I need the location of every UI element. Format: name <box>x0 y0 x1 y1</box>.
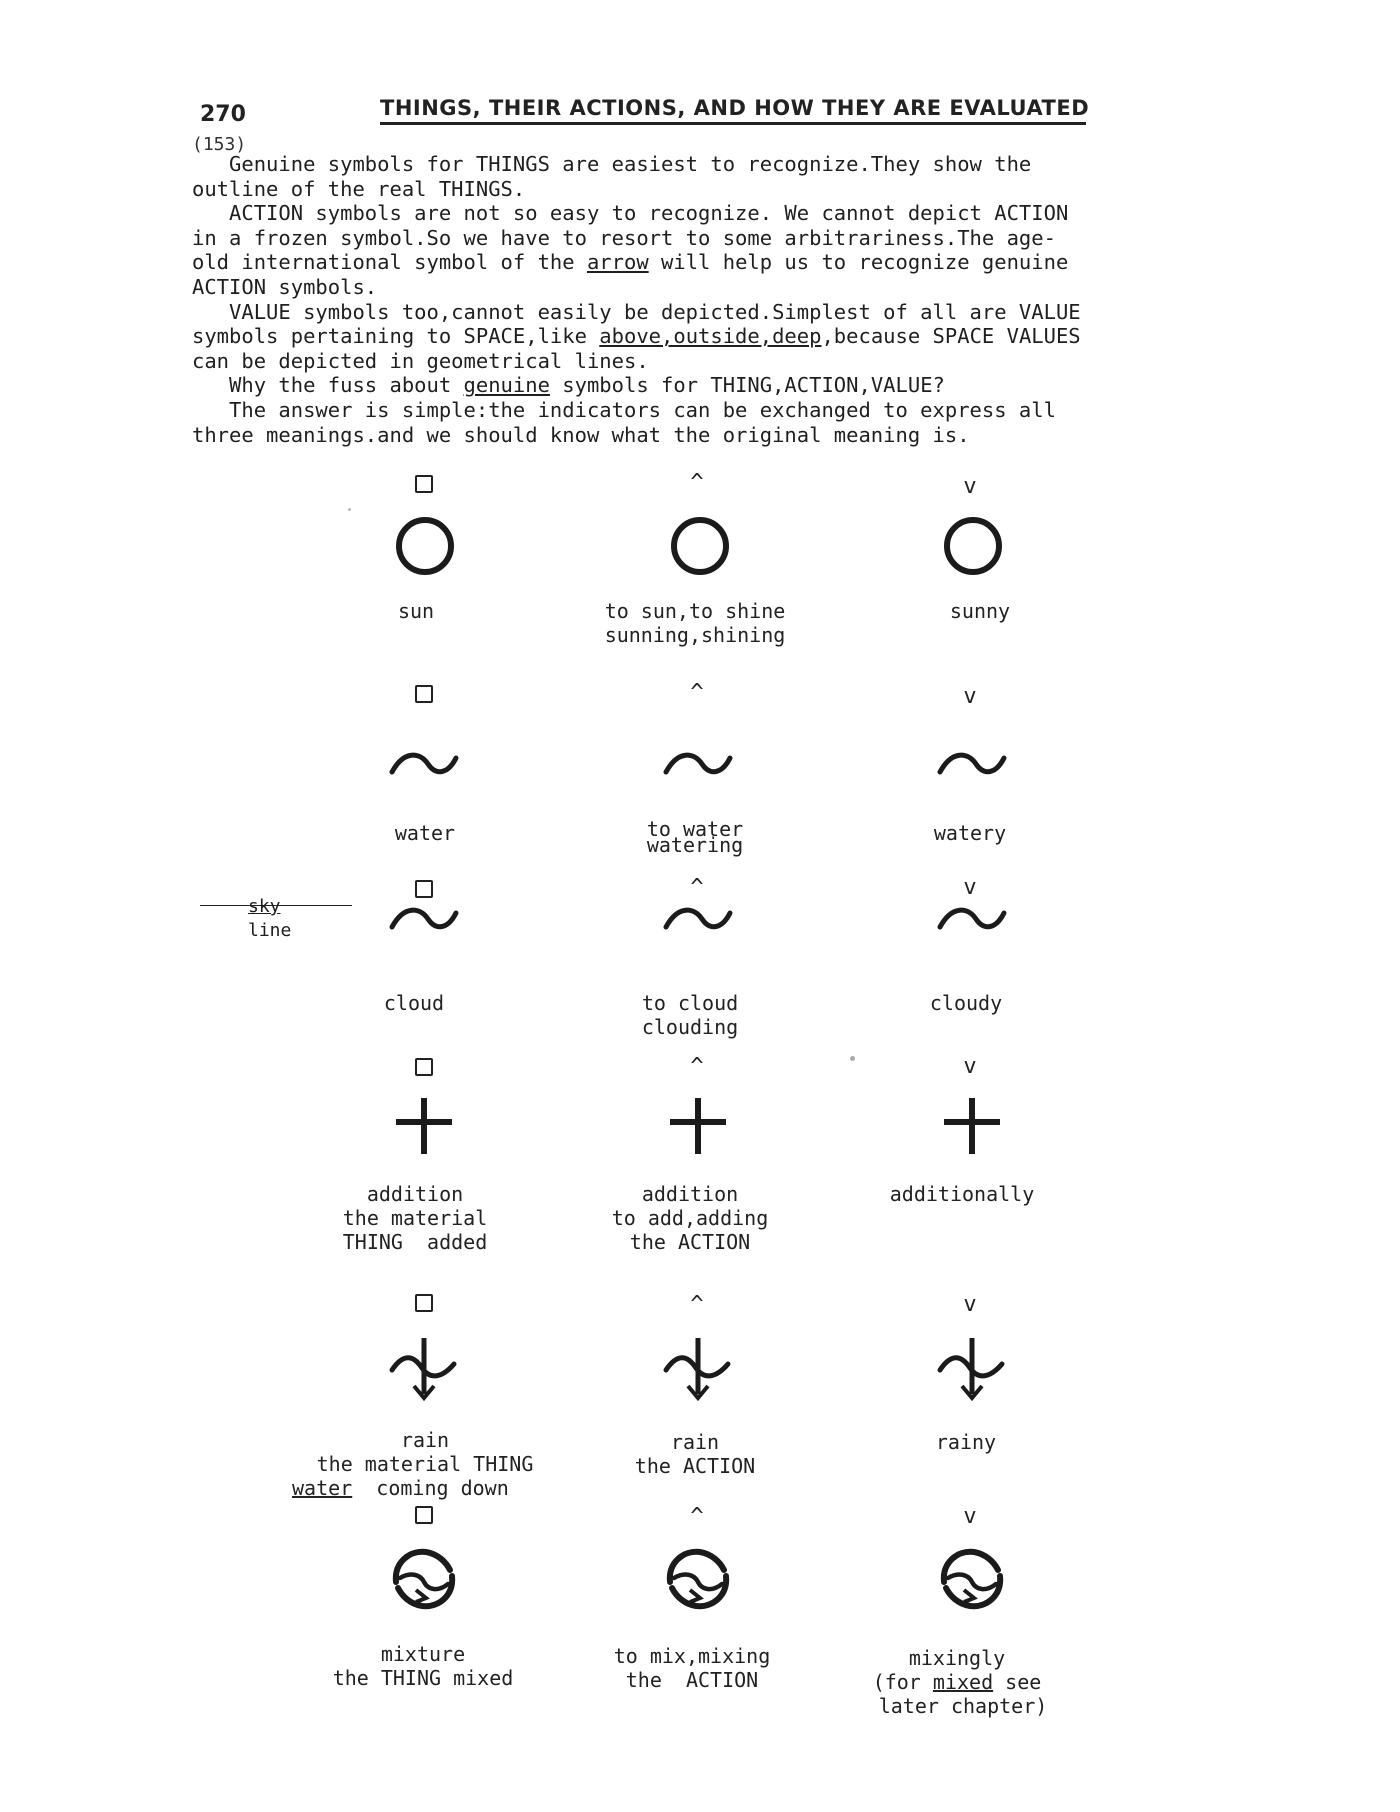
value-indicator-icon: v <box>963 474 977 499</box>
text-line: symbols for THING,ACTION,VALUE? <box>549 373 945 398</box>
plus-icon <box>392 1094 456 1158</box>
action-indicator-icon: ^ <box>690 470 704 495</box>
text-line: three meanings.and we should know what the original meaning is. <box>192 422 970 447</box>
text-line: ,because SPACE VALUES <box>821 324 1081 349</box>
text-line: Why the fuss about <box>192 373 464 398</box>
mixture-icon <box>934 1544 1010 1616</box>
thing-indicator-icon <box>415 1058 433 1076</box>
label-thing: cloud <box>383 991 445 1015</box>
label-value: rainy <box>935 1430 997 1454</box>
text-line: ACTION symbols are not so easy to recognize. We cannot depict ACTION <box>192 201 1069 226</box>
label-thing: water <box>394 821 456 845</box>
sun-icon <box>667 513 733 579</box>
rain-icon <box>660 1334 736 1404</box>
label-thing-extra <box>292 1476 509 1500</box>
thing-indicator-icon <box>415 880 433 898</box>
label-action: to mix,mixing the ACTION <box>613 1644 771 1692</box>
label-action: rain the ACTION <box>634 1430 756 1478</box>
label-value: cloudy <box>929 991 1003 1015</box>
label-value: mixingly (for mixed see later chapter) <box>872 1646 1048 1718</box>
text-line: in a frozen symbol.So we have to resort to some arbitrariness.The age- <box>192 225 1056 250</box>
body-text <box>192 152 1262 447</box>
cloud-icon <box>936 903 1008 935</box>
plus-icon <box>940 1094 1004 1158</box>
mixture-icon <box>386 1544 462 1616</box>
text-line: ACTION symbols. <box>192 274 378 299</box>
underlined-word: water <box>292 1476 353 1500</box>
sun-icon <box>392 513 458 579</box>
label-action: to sun,to shine sunning,shining <box>604 599 786 647</box>
text-line: old international symbol of the <box>192 250 587 275</box>
text-line: VALUE symbols too,cannot easily be depicted.Simplest of all are VALUE <box>192 299 1081 324</box>
running-head: THINGS, THEIR ACTIONS, AND HOW THEY ARE EVALUATED <box>380 96 1086 125</box>
text-line: The answer is simple:the indicators can be exchanged to express all <box>192 397 1056 422</box>
cloud-icon <box>388 903 460 935</box>
wave-icon <box>388 748 460 780</box>
label-action: to cloud clouding <box>641 991 739 1039</box>
text-line: outline of the real THINGS. <box>192 176 526 201</box>
label-action: addition to add,adding the ACTION <box>611 1182 769 1254</box>
action-indicator-icon: ^ <box>690 680 704 705</box>
underlined-word: genuine <box>463 373 550 398</box>
thing-indicator-icon <box>415 475 433 493</box>
page-number: 270 <box>200 102 246 127</box>
text-line: Genuine symbols for THINGS are easiest to recognize.They show the <box>192 152 1032 176</box>
label-value: additionally <box>889 1182 1035 1206</box>
value-indicator-icon: v <box>963 1292 977 1317</box>
wave-icon <box>662 748 734 780</box>
underlined-word: arrow <box>586 250 649 275</box>
value-indicator-icon: v <box>963 875 977 900</box>
label-action: to water watering <box>646 817 744 857</box>
label-thing: addition the material THING added <box>342 1182 488 1254</box>
rain-icon <box>386 1334 462 1404</box>
wave-icon <box>936 748 1008 780</box>
line-label: line <box>248 920 292 941</box>
plus-icon <box>666 1094 730 1158</box>
coming-down-text: coming down <box>352 1476 509 1500</box>
sky-label: sky <box>248 896 281 917</box>
action-indicator-icon: ^ <box>690 1292 704 1317</box>
value-indicator-icon: v <box>963 1504 977 1529</box>
label-value: sunny <box>949 599 1011 623</box>
thing-indicator-icon <box>415 1294 433 1312</box>
speck <box>850 1056 855 1061</box>
thing-indicator-icon <box>415 1506 433 1524</box>
label-thing: mixture the THING mixed <box>332 1642 514 1690</box>
text-line: will help us to recognize genuine <box>648 250 1069 275</box>
thing-indicator-icon <box>415 685 433 703</box>
label-thing: rain the material THING <box>316 1428 534 1476</box>
text-line: symbols pertaining to SPACE,like <box>192 324 600 349</box>
label-thing: sun <box>397 599 435 623</box>
label-value: watery <box>933 821 1007 845</box>
underlined-word: above,outside,deep <box>599 324 822 349</box>
action-indicator-icon: ^ <box>690 1054 704 1079</box>
value-indicator-icon: v <box>963 684 977 709</box>
action-indicator-icon: ^ <box>690 875 704 900</box>
section-marker: (153) <box>192 134 247 155</box>
value-indicator-icon: v <box>963 1054 977 1079</box>
sun-icon <box>940 513 1006 579</box>
underlined-word: mixed <box>932 1670 994 1694</box>
cloud-icon <box>662 903 734 935</box>
speck <box>348 508 351 511</box>
rain-icon <box>934 1334 1010 1404</box>
action-indicator-icon: ^ <box>690 1504 704 1529</box>
text-line: can be depicted in geometrical lines. <box>192 348 649 373</box>
mixture-icon <box>660 1544 736 1616</box>
